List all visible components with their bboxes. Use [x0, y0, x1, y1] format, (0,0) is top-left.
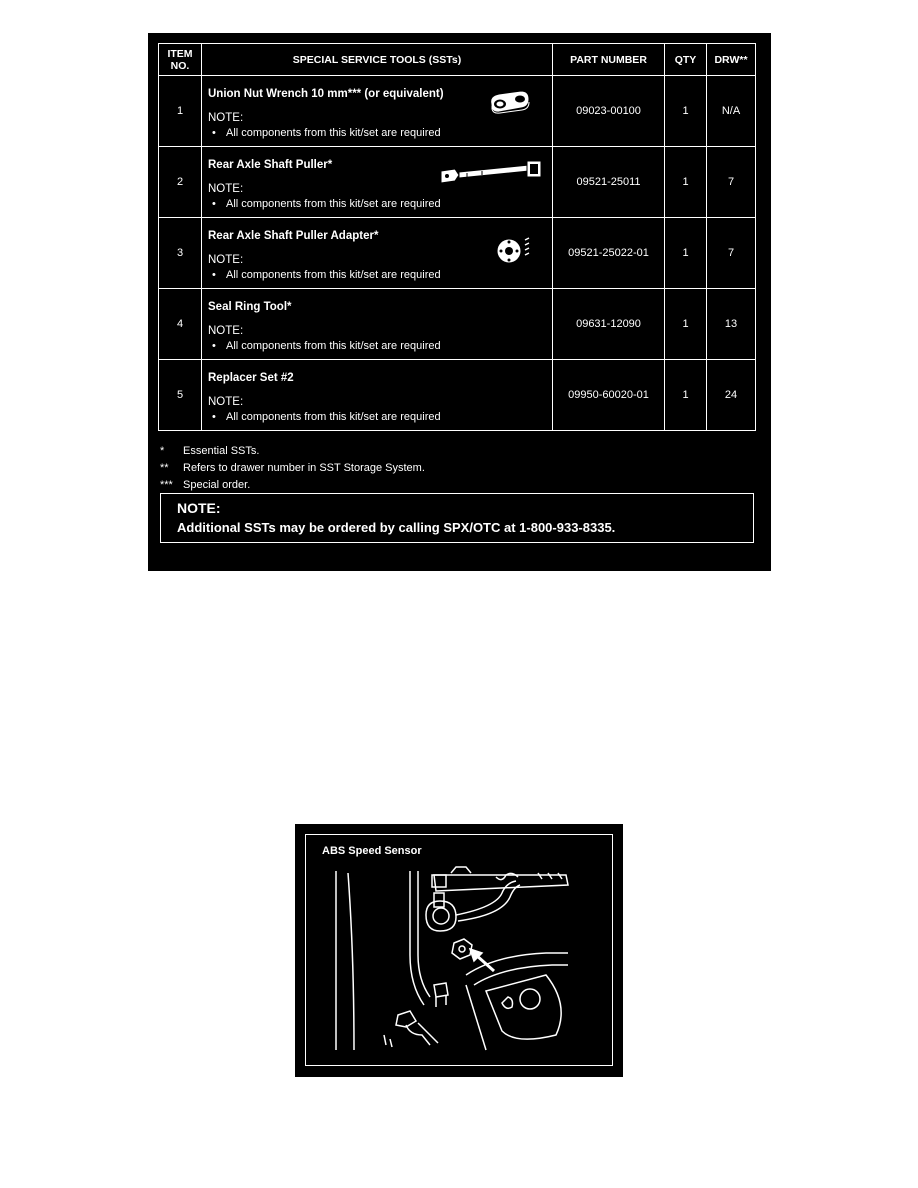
part-number: 09950-60020-01 — [553, 360, 665, 431]
tool-note: NOTE: — [208, 396, 244, 408]
part-number: 09521-25011 — [553, 147, 665, 218]
tool-note: NOTE: — [208, 183, 244, 195]
note-text: Additional SSTs may be ordered by calling SPX/OTC at 1-800-933-8335. — [177, 520, 616, 535]
footnotes — [160, 443, 425, 494]
tool-requirement — [212, 340, 441, 352]
tool-note: NOTE: — [208, 254, 244, 266]
drw: 7 — [707, 147, 756, 218]
item-number: 1 — [159, 76, 202, 147]
footnote-symbol: * — [160, 445, 165, 457]
part-number: 09521-25022-01 — [553, 218, 665, 289]
tool-note: NOTE: — [208, 325, 244, 337]
header-tools: SPECIAL SERVICE TOOLS (SSTs) — [202, 44, 553, 76]
requirement-text: All components from this kit/set are required — [226, 127, 441, 139]
qty: 1 — [665, 218, 707, 289]
table-row — [159, 360, 756, 431]
header-part-number: PART NUMBER — [553, 44, 665, 76]
tool-requirement — [212, 411, 441, 423]
drw: 24 — [707, 360, 756, 431]
bullet: • — [212, 340, 216, 352]
abs-figure-panel — [295, 824, 623, 1077]
axle-shaft-puller-icon — [437, 159, 547, 189]
footnote — [160, 477, 425, 494]
bullet: • — [212, 269, 216, 281]
bullet: • — [212, 198, 216, 210]
header-item-line2: NO. — [170, 59, 190, 72]
table-row — [159, 289, 756, 360]
header-item-line1: ITEM — [167, 47, 193, 60]
tool-cell — [202, 76, 553, 147]
table-row — [159, 218, 756, 289]
union-nut-wrench-icon — [487, 88, 531, 116]
qty: 1 — [665, 289, 707, 360]
header-qty: QTY — [665, 44, 707, 76]
tool-cell — [202, 360, 553, 431]
tool-requirement — [212, 198, 441, 210]
item-number: 4 — [159, 289, 202, 360]
footnote-text: Refers to drawer number in SST Storage System. — [183, 462, 425, 474]
puller-adapter-icon — [494, 234, 534, 268]
header-drw: DRW** — [707, 44, 756, 76]
footnote-text: Special order. — [183, 479, 251, 491]
tool-cell — [202, 289, 553, 360]
item-number: 3 — [159, 218, 202, 289]
sst-panel — [148, 33, 771, 571]
tool-requirement — [212, 269, 441, 281]
table-row — [159, 76, 756, 147]
item-number: 2 — [159, 147, 202, 218]
abs-figure-frame — [305, 834, 613, 1066]
header-item-no — [159, 44, 202, 76]
qty: 1 — [665, 76, 707, 147]
requirement-text: All components from this kit/set are required — [226, 269, 441, 281]
drw: 13 — [707, 289, 756, 360]
requirement-text: All components from this kit/set are required — [226, 198, 441, 210]
footnote-symbol: ** — [160, 462, 169, 474]
item-number: 5 — [159, 360, 202, 431]
bullet: • — [212, 127, 216, 139]
drw: N/A — [707, 76, 756, 147]
tool-name: Seal Ring Tool* — [208, 301, 292, 313]
requirement-text: All components from this kit/set are required — [226, 340, 441, 352]
note-box — [160, 493, 754, 543]
tool-name: Rear Axle Shaft Puller Adapter* — [208, 230, 379, 242]
abs-speed-sensor-drawing — [306, 835, 612, 1065]
table-row — [159, 147, 756, 218]
bullet: • — [212, 411, 216, 423]
tool-name: Rear Axle Shaft Puller* — [208, 159, 333, 171]
tool-cell — [202, 147, 553, 218]
tool-requirement — [212, 127, 441, 139]
part-number: 09023-00100 — [553, 76, 665, 147]
sst-table — [158, 43, 756, 431]
figure-title: ABS Speed Sensor — [322, 845, 422, 857]
footnote-text: Essential SSTs. — [183, 445, 260, 457]
footnote — [160, 443, 425, 460]
qty: 1 — [665, 360, 707, 431]
footnote-symbol: *** — [160, 479, 173, 491]
requirement-text: All components from this kit/set are required — [226, 411, 441, 423]
drw: 7 — [707, 218, 756, 289]
qty: 1 — [665, 147, 707, 218]
tool-name: Union Nut Wrench 10 mm*** (or equivalent) — [208, 88, 444, 100]
table-header-row — [159, 44, 756, 76]
tool-name: Replacer Set #2 — [208, 372, 294, 384]
tool-note: NOTE: — [208, 112, 244, 124]
part-number: 09631-12090 — [553, 289, 665, 360]
footnote — [160, 460, 425, 477]
note-title: NOTE: — [177, 500, 221, 516]
tool-cell — [202, 218, 553, 289]
